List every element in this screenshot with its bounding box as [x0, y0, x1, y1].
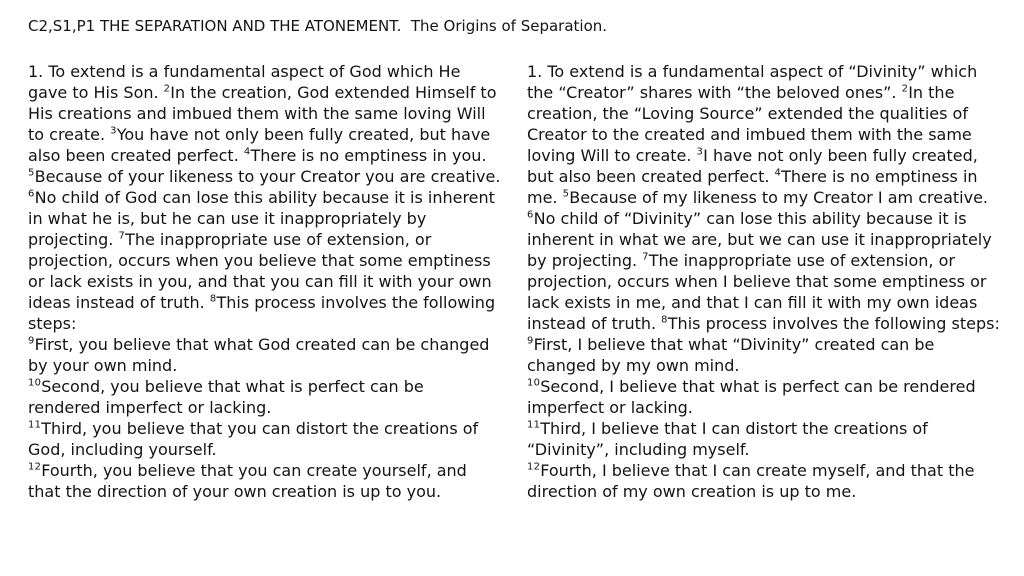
right-column-text: 1. To extend is a fundamental aspect of “Divinity” which the “Creator” shares with “the beloved ones”. $^2$In the creation, the “Loving Source” extended the qualities of Creator to the created and imbued them with the same loving Will to create. $^3$I have not only been fully created, but also been created perfect. $^4$There is no emptiness in me. $^5$Because of my likeness to my Creator I am creative. $^6$No child of “Divinity” can lose this ability because it is inherent in what we are, but we can use it inappropriately by projecting. $^7$The inappropriate use of extension, or projection, occurs when I believe that some emptiness or lack exists in me, and that I can fill it with my own ideas instead of truth. $^8$This process involves the following steps: $^9$First, I believe that what “Divinity” created can be changed by my own mind. $^{10}$Second, I believe that what is perfect can be rendered imperfect or lacking. $^{11}$Third, I believe that I can distort the creations of “Divinity”, including myself. $^{12}$Fourth, I believe that I can create myself, and that the direction of my own creation is up to me. — [527, 62, 1000, 501]
left-column-text: 1. To extend is a fundamental aspect of God which He gave to His Son. $^2$In the creation, God extended Himself to His creations and imbued them with the same loving Will to create. $^3$You have not only been fully created, but have also been created perfect. $^4$There is no emptiness in you. $^5$Because of your likeness to your Creator you are creative. $^6$No child of God can lose this ability because it is inherent in what he is, but he can use it inappropriately by projecting. $^7$The inappropriate use of extension, or projection, occurs when you believe that some emptiness or lack exists in you, and that you can fill it with your own ideas instead of truth. $^8$This process involves the following steps: $^9$First, you believe that what God created can be changed by your own mind. $^{10}$Second, you believe that what is perfect can be rendered imperfect or lacking. $^{11}$Third, you believe that you can distort the creations of God, including yourself. $^{12}$Fourth, you believe that you can create yourself, and that the direction of your own creation is up to you. — [28, 62, 501, 501]
two-column-layout — [28, 61, 1000, 502]
slide-title: C2,S1,P1 THE SEPARATION AND THE ATONEMENT. The Origins of Separation. — [28, 17, 608, 35]
